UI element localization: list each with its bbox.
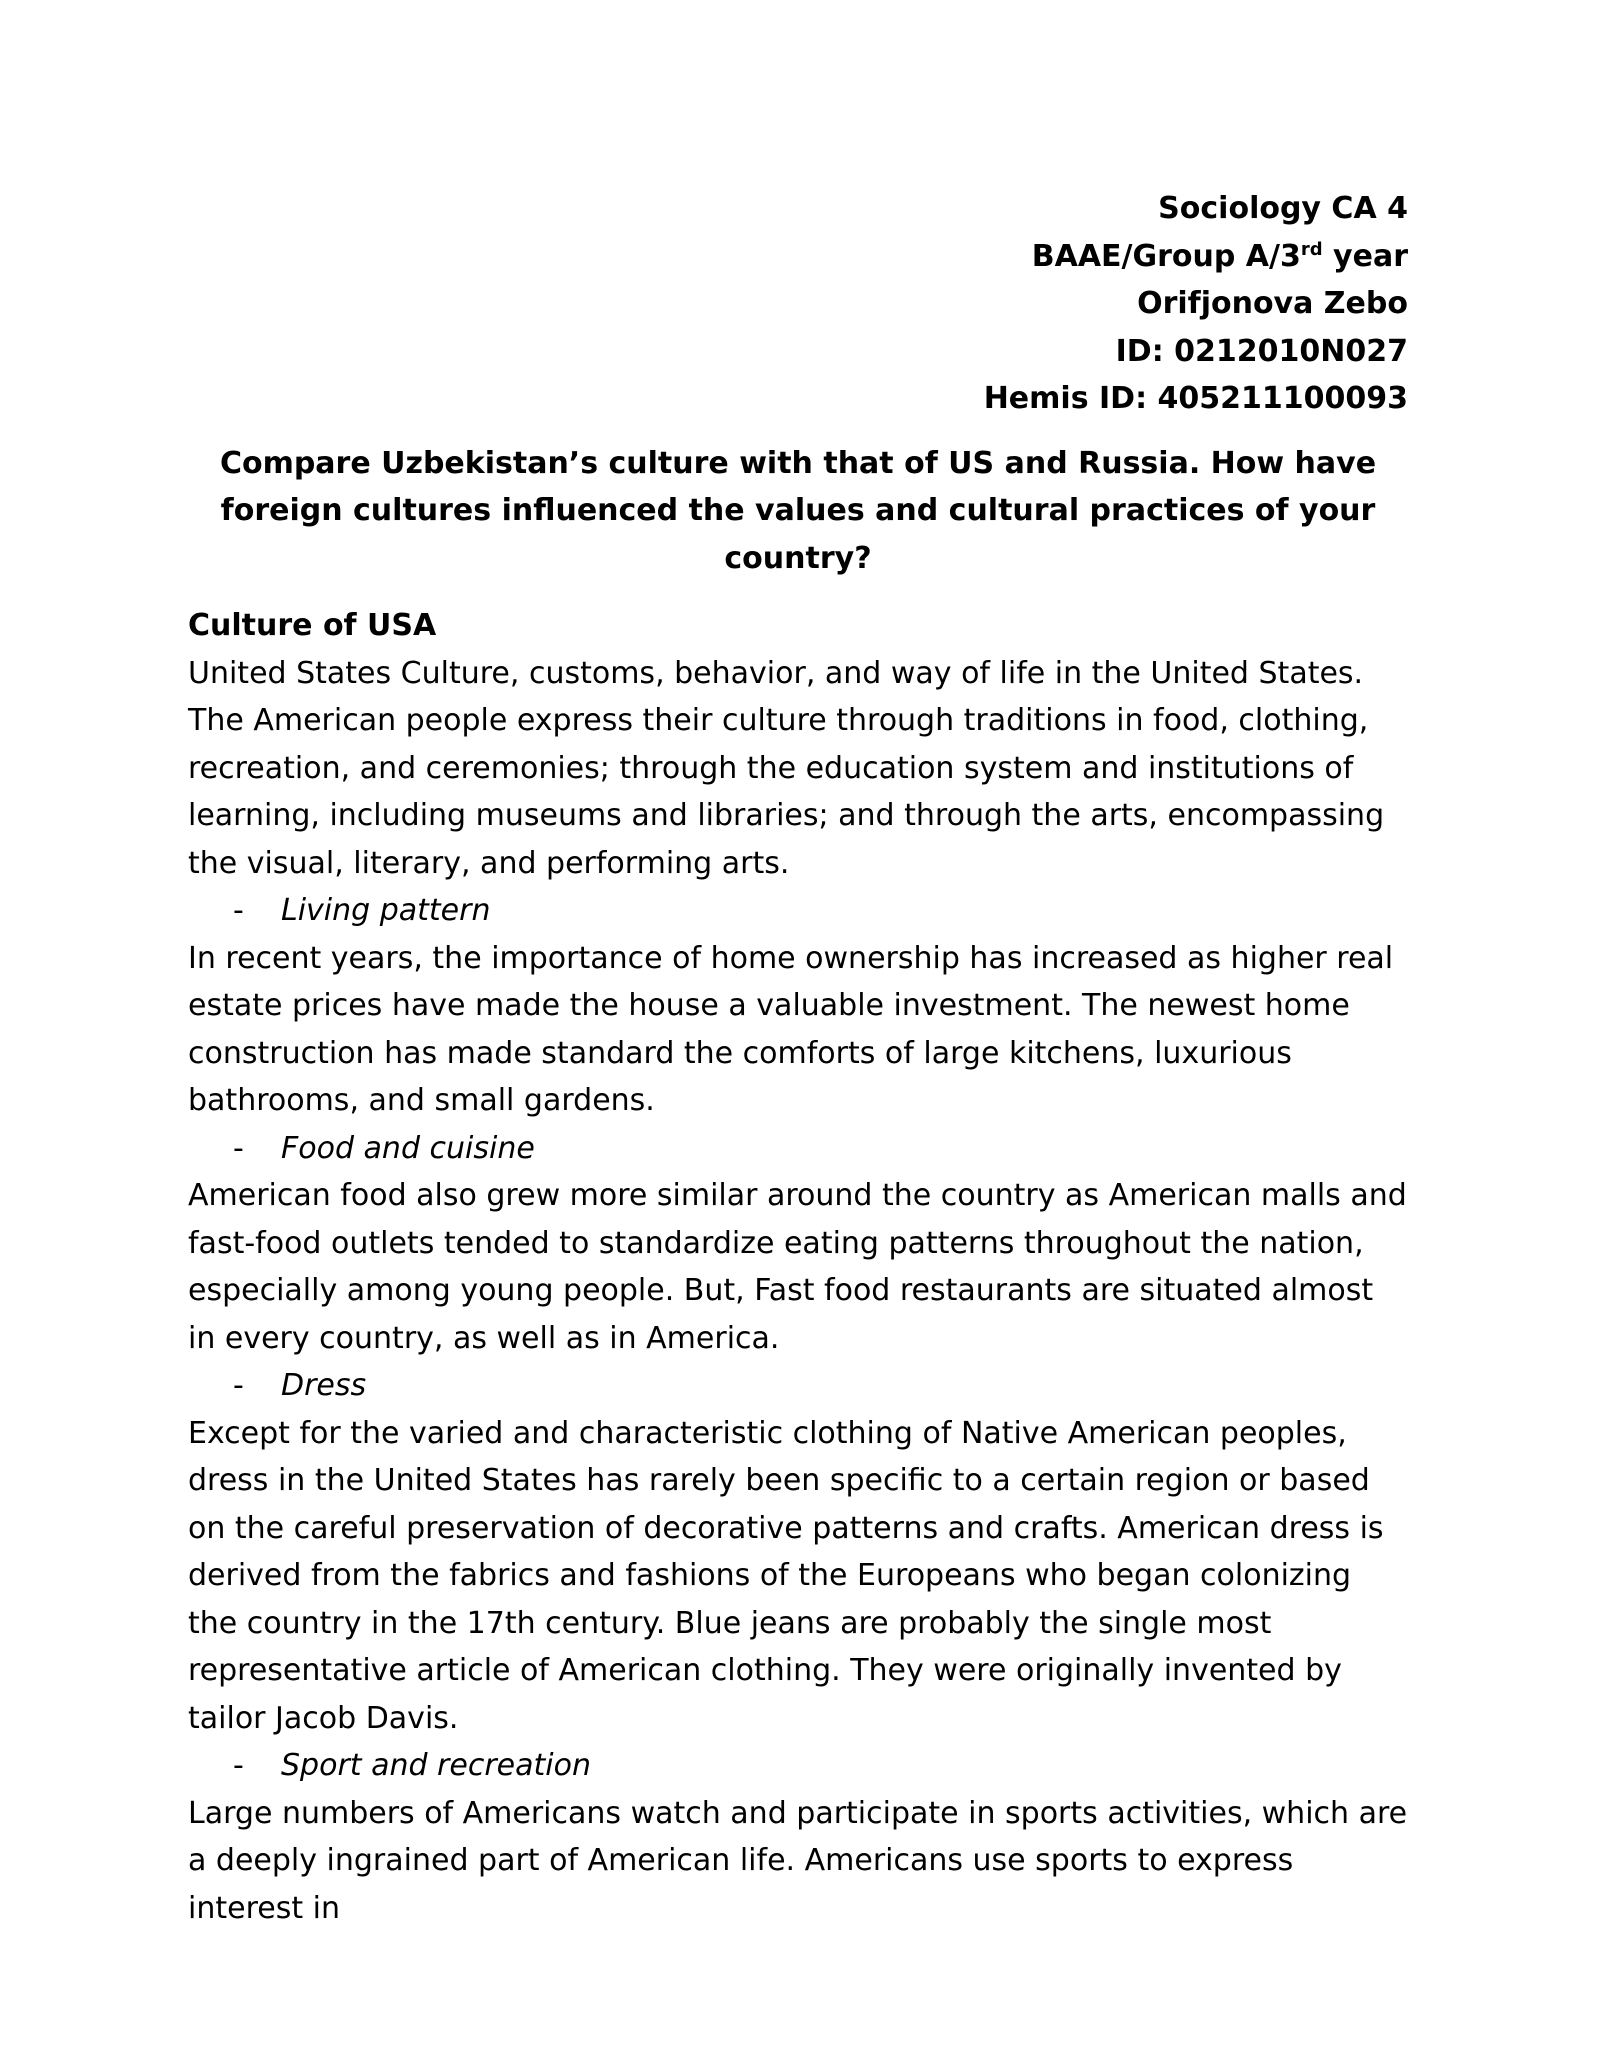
subsection-text-sport: Large numbers of Americans watch and participate in sports activities, which are a deeply ingrained part of American life. Americans use sports to express interest in [188, 1795, 1408, 1926]
subsection-text-food: American food also grew more similar around the country as American malls and fast-food outlets tended to standardize eating patterns throughout the nation, especially among young people. But, Fast food restaurants are situated almost in every country, as well as in America. [188, 1178, 1407, 1356]
section-intro: United States Culture, customs, behavior, and way of life in the United States. The American people express their culture through traditions in food, clothing, recreation, and ceremonies; through the education system and institutions of learning, including museums and libraries; and through the arts, encompassing the visual, literary, and performing arts. [188, 655, 1385, 881]
bullet-dash: - [233, 893, 244, 928]
header-block [188, 185, 1408, 423]
subsection-title-text: Sport and recreation [281, 1748, 591, 1783]
group-prefix: BAAE/Group A/3 [1031, 238, 1301, 274]
group-suffix: year [1322, 238, 1408, 274]
subsection-title-food [188, 1125, 1408, 1173]
subsection-text-dress: Except for the varied and characteristic clothing of Native American peoples, dress in the United States has rarely been specific to a certain region or based on the careful preservation of decorative patterns and crafts. American dress is derived from the fabrics and fashions of the Europeans who began colonizing the country in the 17th century. Blue jeans are probably the single most representative article of American clothing. They were originally invented by tailor Jacob Davis. [188, 1415, 1384, 1736]
student-name: Orifjonova Zebo [1137, 286, 1408, 321]
group-line [188, 233, 1408, 281]
subsection-text-living-pattern: In recent years, the importance of home ownership has increased as higher real estate prices have made the house a valuable investment. The newest home construction has made standard the comforts of large kitchens, luxurious bathrooms, and small gardens. [188, 940, 1394, 1118]
subsection-title-sport [188, 1742, 1408, 1790]
document-content [188, 185, 1408, 1932]
hemis-id: Hemis ID: 405211100093 [983, 381, 1408, 416]
subsection-title-living-pattern [188, 887, 1408, 935]
subsection-title-text: Dress [281, 1368, 367, 1403]
assignment-title: Compare Uzbekistan’s culture with that of US and Russia. How have foreign cultures influenced the values and cultural practices of your country? [219, 445, 1377, 576]
bullet-dash: - [233, 1368, 244, 1403]
bullet-dash: - [233, 1748, 244, 1783]
subsection-title-text: Food and cuisine [281, 1130, 535, 1166]
subsection-title-text: Living pattern [281, 893, 491, 928]
student-id: ID: 0212010N027 [1115, 333, 1408, 369]
course-line: Sociology CA 4 [1158, 191, 1408, 226]
bullet-dash: - [233, 1130, 244, 1166]
group-superscript: rd [1300, 238, 1323, 260]
section-heading: Culture of USA [188, 608, 437, 643]
subsection-title-dress [188, 1362, 1408, 1410]
